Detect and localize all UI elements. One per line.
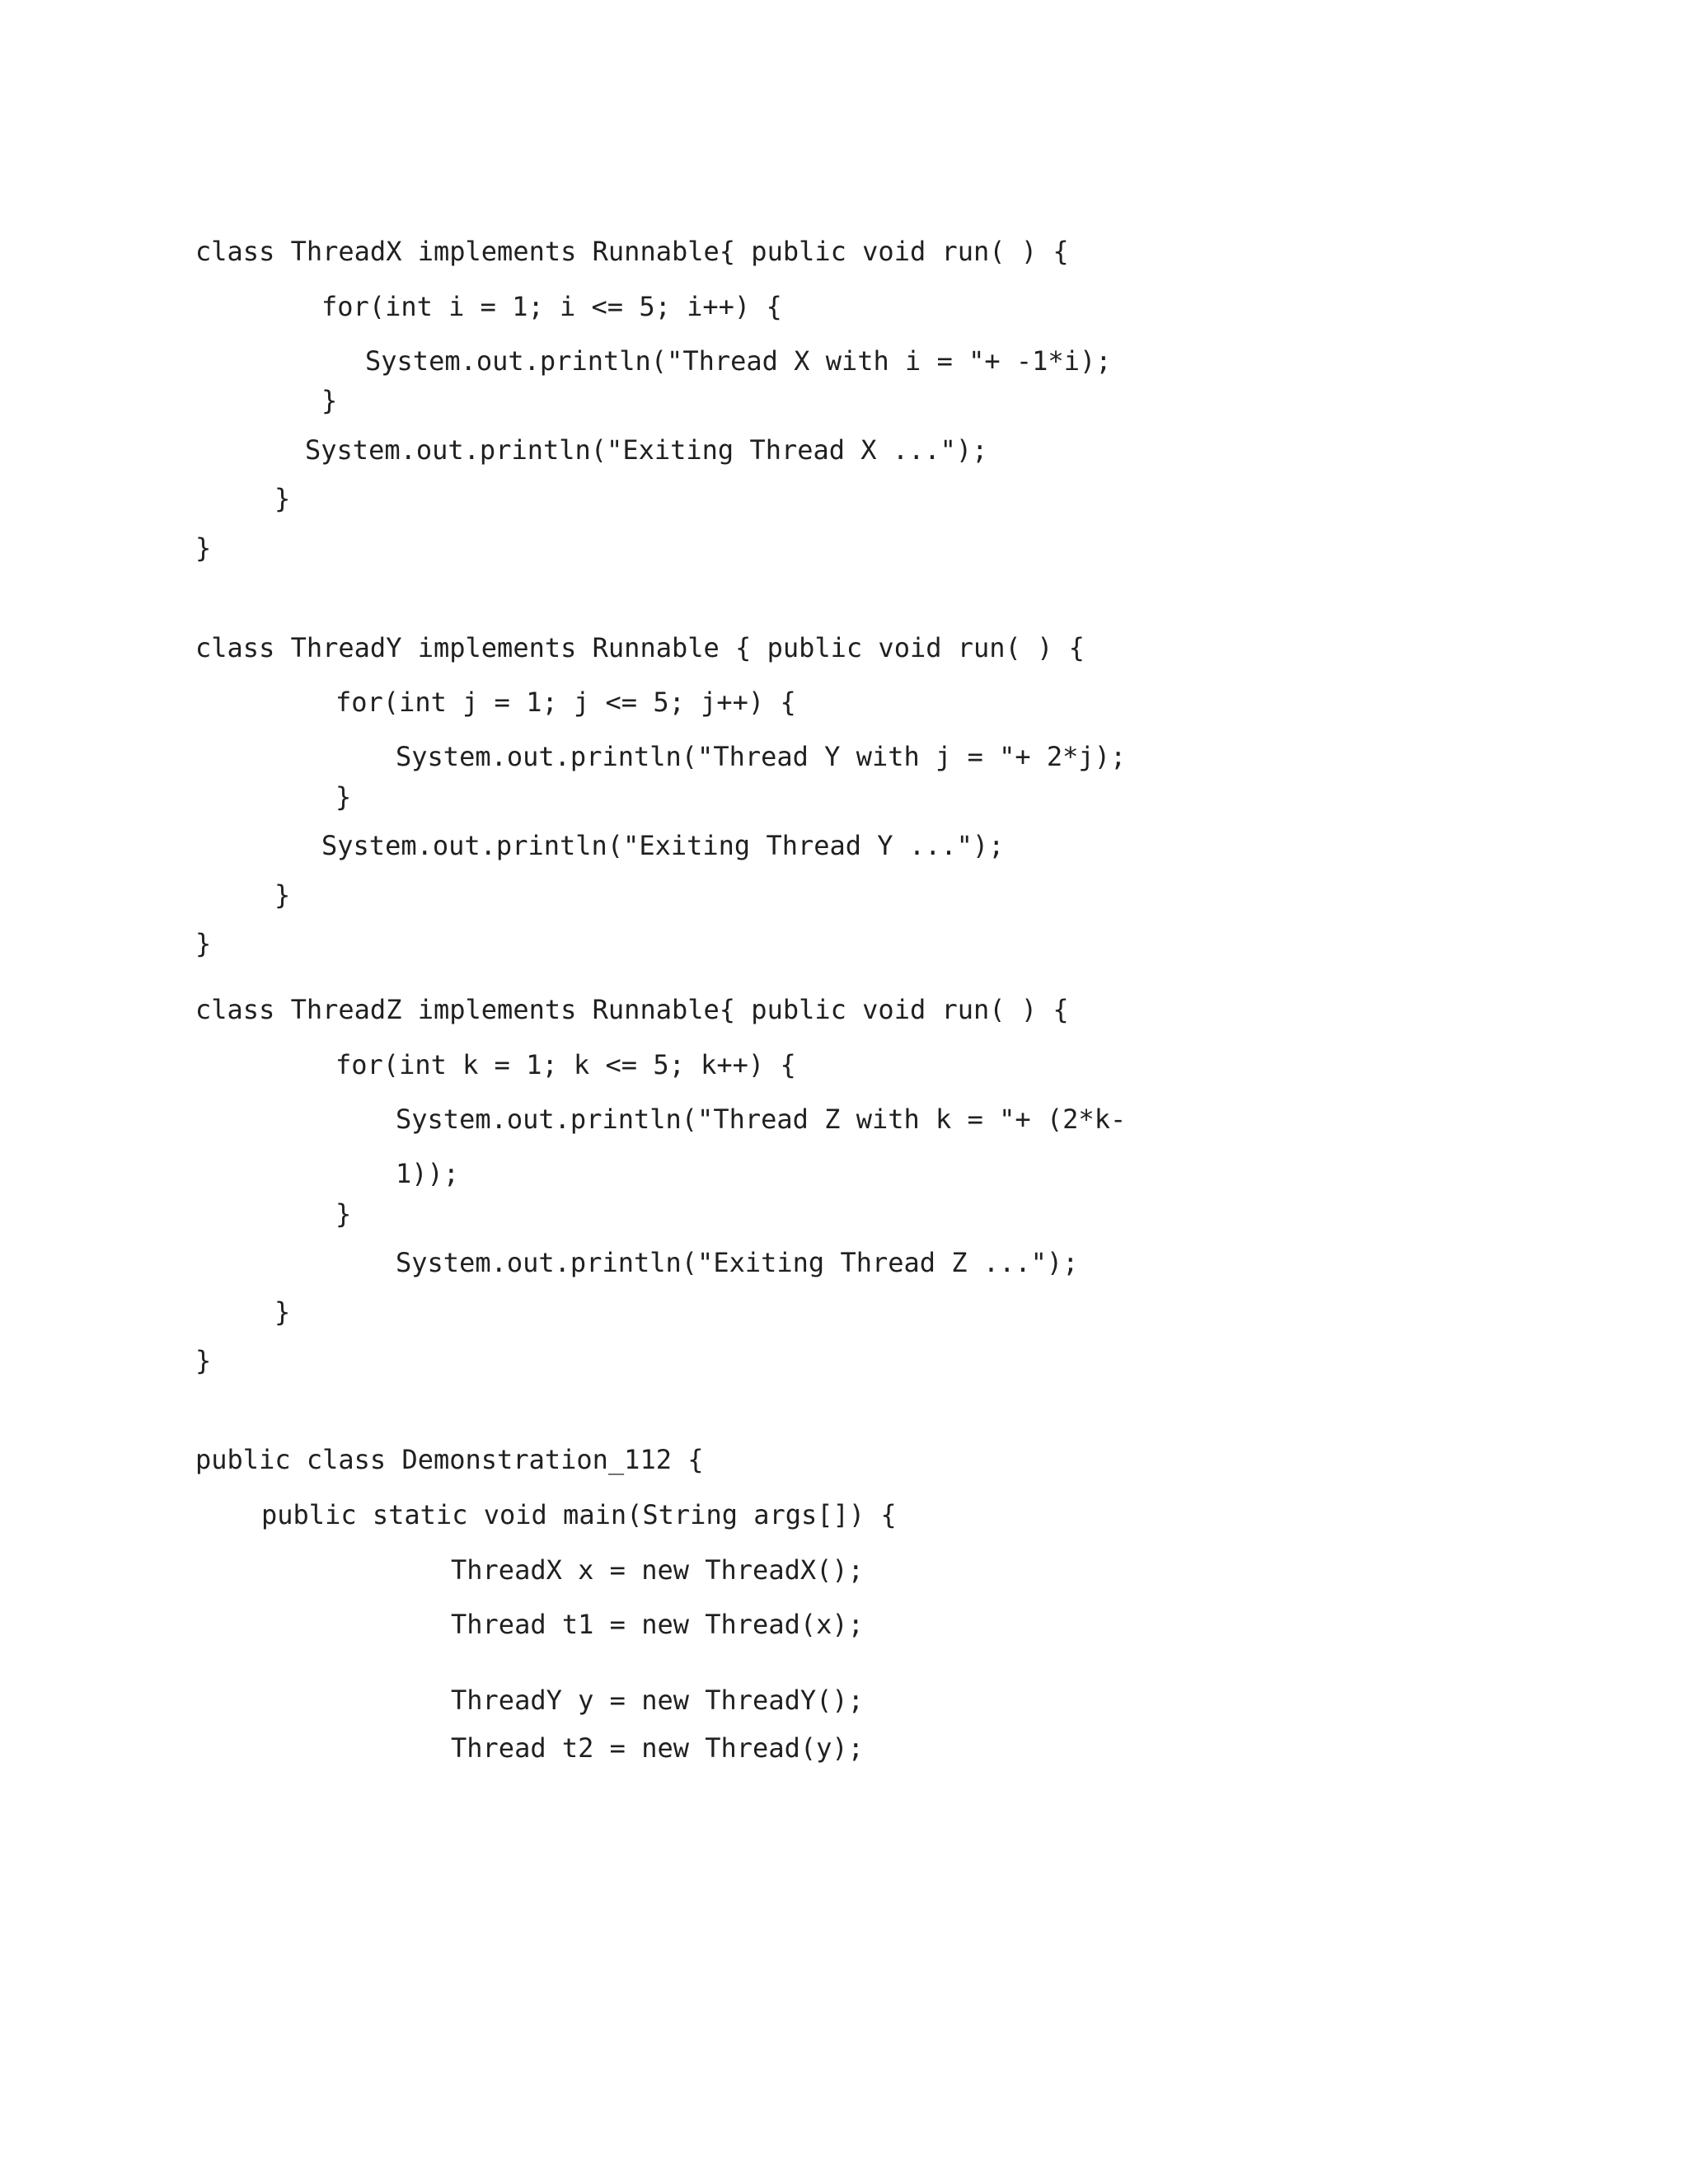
code-line: class ThreadX implements Runnable{ public void run( ) { — [195, 236, 1069, 267]
code-line: System.out.println("Exiting Thread Z ..."); — [396, 1247, 1079, 1278]
code-line: } — [274, 879, 291, 911]
code-line: class ThreadY implements Runnable { public void run( ) { — [195, 632, 1085, 663]
code-line: } — [274, 483, 291, 514]
code-line: } — [335, 1198, 352, 1230]
code-line: System.out.println("Thread X with i = "+ -1*i); — [365, 345, 1112, 377]
code-line: public class Demonstration_112 { — [195, 1444, 704, 1475]
code-line: System.out.println("Exiting Thread X ..."); — [305, 434, 988, 466]
code-line: } — [195, 1345, 212, 1376]
code-line: 1)); — [396, 1158, 460, 1189]
code-line: System.out.println("Thread Y with j = "+ 2*j); — [396, 741, 1127, 772]
code-line: } — [195, 928, 212, 959]
code-line: Thread t2 = new Thread(y); — [451, 1732, 864, 1764]
code-line: for(int k = 1; k <= 5; k++) { — [335, 1049, 796, 1080]
code-line: public static void main(String args[]) { — [261, 1499, 897, 1530]
code-line: for(int j = 1; j <= 5; j++) { — [335, 687, 796, 718]
code-line: ThreadX x = new ThreadX(); — [451, 1554, 864, 1586]
code-line: ThreadY y = new ThreadY(); — [451, 1685, 864, 1716]
code-line: System.out.println("Exiting Thread Y ..."); — [321, 830, 1005, 861]
code-line: for(int i = 1; i <= 5; i++) { — [321, 291, 782, 322]
code-line: class ThreadZ implements Runnable{ public void run( ) { — [195, 994, 1069, 1025]
code-line: Thread t1 = new Thread(x); — [451, 1609, 864, 1640]
code-line: } — [274, 1296, 291, 1328]
code-line: } — [335, 781, 352, 813]
code-line: } — [321, 385, 338, 416]
code-line: } — [195, 532, 212, 564]
code-line: System.out.println("Thread Z with k = "+ (2*k- — [396, 1104, 1127, 1135]
